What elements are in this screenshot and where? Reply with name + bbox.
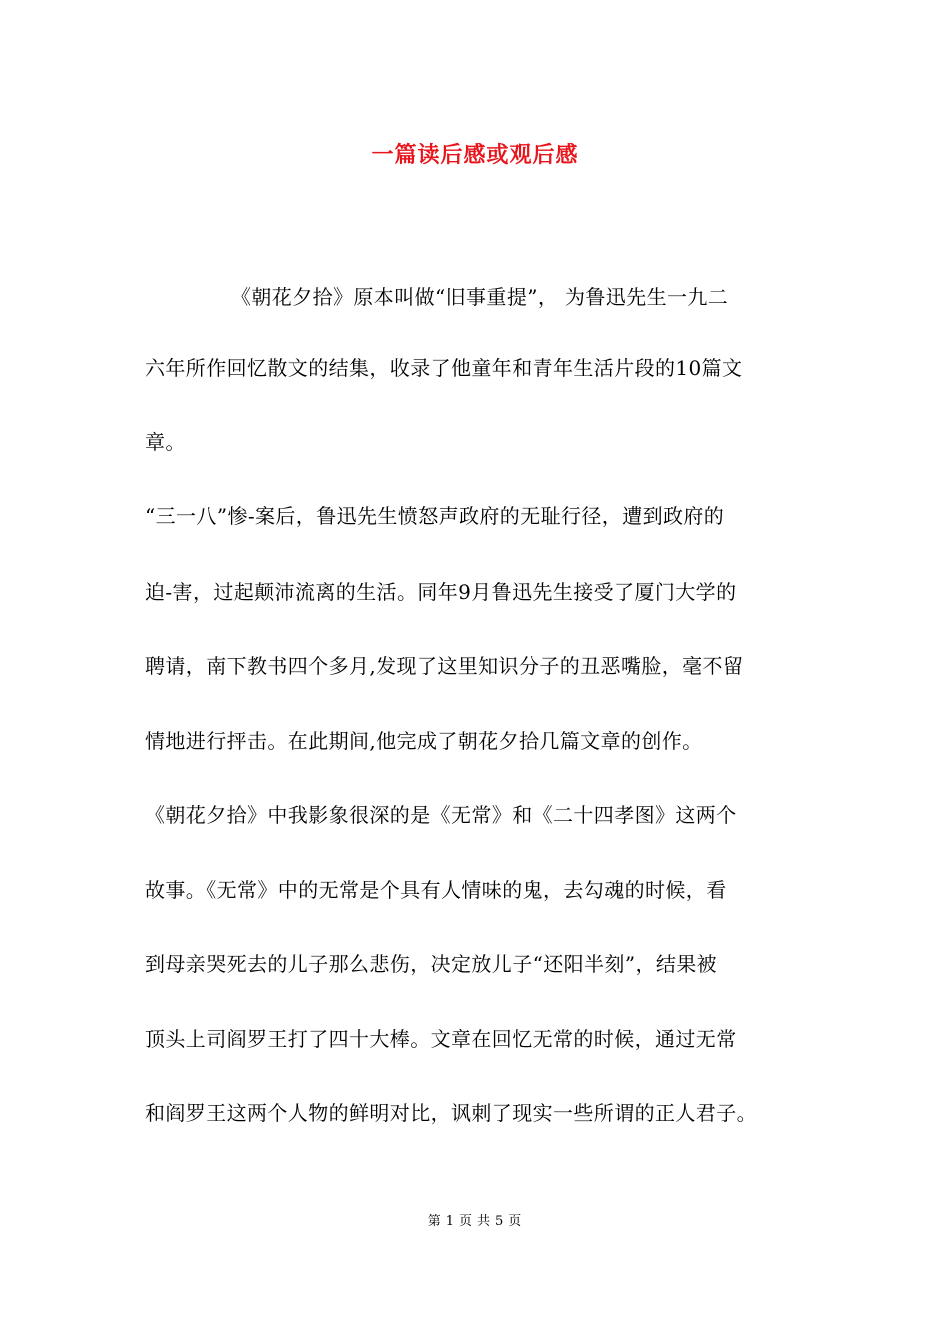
document-title: 一篇读后感或观后感 bbox=[371, 142, 579, 168]
footer-suffix: 页 bbox=[508, 1214, 523, 1229]
body-line-7: 情地进行抨击。在此期间,他完成了朝花夕拾几篇文章的创作。 bbox=[145, 729, 703, 753]
body-line-1: 《朝花夕拾》原本叫做“旧事重提”， 为鲁迅先生一九二 bbox=[231, 285, 729, 309]
footer-total-prefix: 共 bbox=[477, 1214, 492, 1229]
body-line-2: 六年所作回忆散文的结集，收录了他童年和青年生活片段的10篇文 bbox=[145, 356, 743, 380]
body-line-11: 顶头上司阎罗王打了四十大棒。文章在回忆无常的时候，通过无常 bbox=[145, 1027, 737, 1051]
body-line-10: 到母亲哭死去的儿子那么悲伤，决定放儿子“还阳半刻”，结果被 bbox=[145, 952, 718, 976]
body-line-12: 和阎罗王这两个人物的鲜明对比，讽刺了现实一些所谓的正人君子。 bbox=[145, 1101, 757, 1125]
body-line-8: 《朝花夕拾》中我影象很深的是《无常》和《二十四孝图》这两个 bbox=[145, 803, 737, 827]
footer-prefix: 第 bbox=[427, 1214, 442, 1229]
body-line-9: 故事。《无常》中的无常是个具有人情味的鬼，去勾魂的时候，看 bbox=[145, 878, 727, 902]
body-line-5: 迫-害，过起颠沛流离的生活。同年9月鲁迅先生接受了厦门大学的 bbox=[145, 580, 737, 604]
footer-page-char: 页 bbox=[458, 1214, 473, 1229]
footer-total-pages: 5 bbox=[495, 1214, 505, 1229]
page-footer bbox=[0, 1210, 950, 1229]
body-line-3: 章。 bbox=[145, 430, 186, 454]
footer-current-page: 1 bbox=[445, 1214, 455, 1229]
body-line-4: “三一八”惨-案后，鲁迅先生愤怒声政府的无耻行径，遭到政府的 bbox=[145, 504, 725, 528]
body-line-6: 聘请，南下教书四个多月,发现了这里知识分子的丑恶嘴脸，毫不留 bbox=[145, 654, 744, 678]
